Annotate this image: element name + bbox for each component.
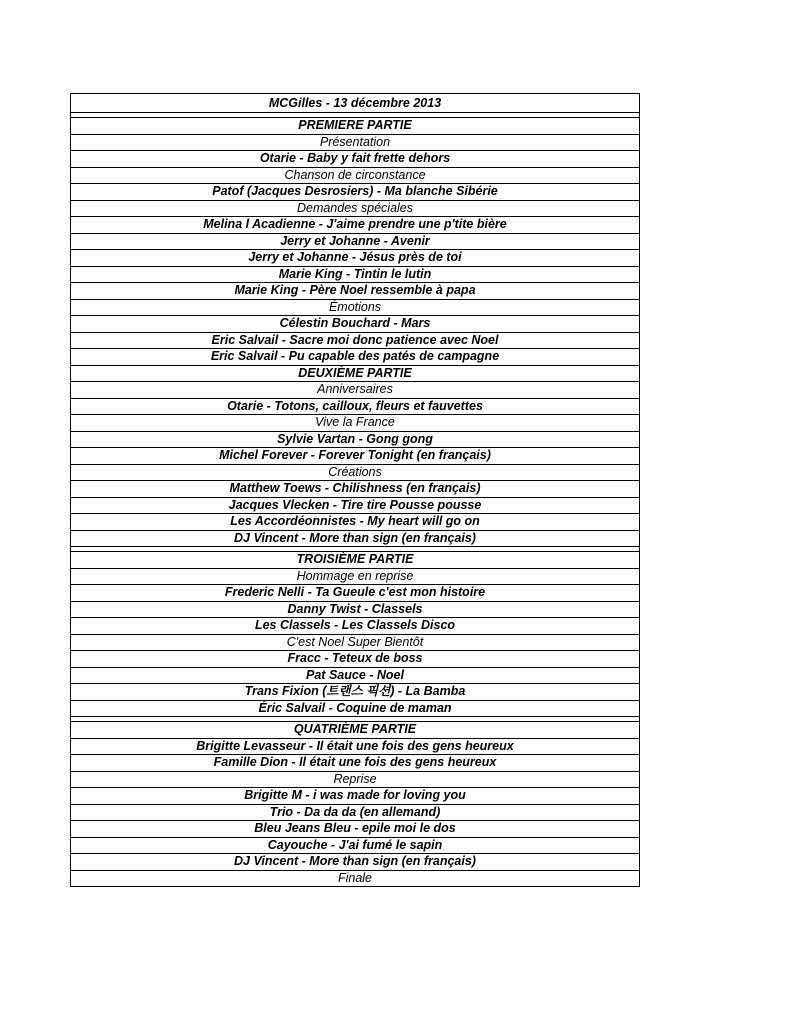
setlist-row: [71, 448, 640, 465]
song-entry-cell: PREMIERE PARTIE: [71, 118, 640, 135]
song-entry-cell: Eric Salvail - Sacre moi donc patience avec Noel: [71, 332, 640, 349]
setlist-row: [71, 464, 640, 481]
theme-label-cell: C'est Noel Super Bientôt: [71, 634, 640, 651]
setlist-row: [71, 332, 640, 349]
setlist-row: [71, 316, 640, 333]
theme-label-cell: Créations: [71, 464, 640, 481]
setlist-row: [71, 415, 640, 432]
song-entry-cell: Marie King - Père Noel ressemble à papa: [71, 283, 640, 300]
song-entry-cell: Éric Salvail - Coquine de maman: [71, 700, 640, 717]
setlist-row: [71, 134, 640, 151]
song-entry-cell: Danny Twist - Classels: [71, 601, 640, 618]
song-entry-cell: Fracc - Teteux de boss: [71, 651, 640, 668]
song-entry-cell: Trio - Da da da (en allemand): [71, 804, 640, 821]
song-entry-cell: DJ Vincent - More than sign (en français): [71, 530, 640, 547]
section-heading-row: [71, 365, 640, 382]
song-entry-cell: Brigitte M - i was made for loving you: [71, 788, 640, 805]
song-entry-cell: Famille Dion - Il était une fois des gens heureux: [71, 755, 640, 772]
song-entry-cell: Matthew Toews - Chilishness (en français): [71, 481, 640, 498]
setlist-row: [71, 788, 640, 805]
song-entry-cell: Eric Salvail - Pu capable des patés de campagne: [71, 349, 640, 366]
setlist-row: [71, 398, 640, 415]
setlist-row: [71, 821, 640, 838]
section-heading-row: [71, 722, 640, 739]
song-entry-cell: Trans Fixion (트랜스 픽션) - La Bamba: [71, 684, 640, 701]
song-entry-cell: Otarie - Totons, cailloux, fleurs et fauvettes: [71, 398, 640, 415]
setlist-row: [71, 497, 640, 514]
setlist-row: [71, 651, 640, 668]
setlist-row: [71, 200, 640, 217]
song-entry-cell: Pat Sauce - Noel: [71, 667, 640, 684]
theme-label-cell: Chanson de circonstance: [71, 167, 640, 184]
setlist-row: [71, 250, 640, 267]
setlist-row: [71, 167, 640, 184]
song-entry-cell: Marie King - Tintin le lutin: [71, 266, 640, 283]
song-entry-cell: Michel Forever - Forever Tonight (en français): [71, 448, 640, 465]
setlist-row: [71, 217, 640, 234]
song-entry-cell: Melina l Acadienne - J'aime prendre une p'tite bière: [71, 217, 640, 234]
setlist-row: [71, 700, 640, 717]
theme-label-cell: Demandes spéciales: [71, 200, 640, 217]
setlist-row: [71, 382, 640, 399]
setlist-row: [71, 870, 640, 887]
setlist-row: [71, 837, 640, 854]
song-entry-cell: QUATRIÈME PARTIE: [71, 722, 640, 739]
theme-label-cell: Anniversaires: [71, 382, 640, 399]
setlist-row: [71, 431, 640, 448]
setlist-body: [71, 94, 640, 887]
setlist-row: [71, 684, 640, 701]
song-entry-cell: Célestin Bouchard - Mars: [71, 316, 640, 333]
setlist-row: [71, 283, 640, 300]
setlist-row: [71, 349, 640, 366]
song-entry-cell: Patof (Jacques Desrosiers) - Ma blanche Sibérie: [71, 184, 640, 201]
song-entry-cell: Cayouche - J'ai fumé le sapin: [71, 837, 640, 854]
setlist-row: [71, 266, 640, 283]
setlist-row: [71, 514, 640, 531]
setlist-row: [71, 755, 640, 772]
song-entry-cell: TROISIÈME PARTIE: [71, 552, 640, 569]
setlist-row: [71, 184, 640, 201]
theme-label-cell: Présentation: [71, 134, 640, 151]
setlist-row: [71, 771, 640, 788]
setlist-row: [71, 585, 640, 602]
song-entry-cell: Otarie - Baby y fait frette dehors: [71, 151, 640, 168]
setlist-row: [71, 738, 640, 755]
song-entry-cell: Les Accordéonnistes - My heart will go on: [71, 514, 640, 531]
section-heading-row: [71, 118, 640, 135]
song-entry-cell: Jerry et Johanne - Jésus près de toi: [71, 250, 640, 267]
setlist-row: [71, 233, 640, 250]
setlist-row: [71, 634, 640, 651]
setlist-row: [71, 151, 640, 168]
song-entry-cell: Bleu Jeans Bleu - epile moi le dos: [71, 821, 640, 838]
section-heading-row: [71, 552, 640, 569]
setlist-table: [70, 93, 640, 887]
theme-label-cell: Finale: [71, 870, 640, 887]
song-entry-cell: DEUXIÈME PARTIE: [71, 365, 640, 382]
setlist-row: [71, 667, 640, 684]
setlist-row: [71, 530, 640, 547]
setlist-row: [71, 618, 640, 635]
setlist-row: [71, 601, 640, 618]
song-entry-cell: DJ Vincent - More than sign (en français): [71, 854, 640, 871]
setlist-row: [71, 854, 640, 871]
song-entry-cell: Jerry et Johanne - Avenir: [71, 233, 640, 250]
setlist-row: [71, 481, 640, 498]
song-entry-cell: Frederic Nelli - Ta Gueule c'est mon histoire: [71, 585, 640, 602]
title-row: [71, 94, 640, 113]
song-entry-cell: Jacques Vlecken - Tire tire Pousse pousse: [71, 497, 640, 514]
theme-label-cell: Hommage en reprise: [71, 568, 640, 585]
theme-label-cell: Vive la France: [71, 415, 640, 432]
setlist-row: [71, 299, 640, 316]
song-entry-cell: Sylvie Vartan - Gong gong: [71, 431, 640, 448]
theme-label-cell: Reprise: [71, 771, 640, 788]
song-entry-cell: Les Classels - Les Classels Disco: [71, 618, 640, 635]
document-title: MCGilles - 13 décembre 2013: [71, 94, 640, 113]
setlist-row: [71, 804, 640, 821]
song-entry-cell: Brigitte Levasseur - Il était une fois des gens heureux: [71, 738, 640, 755]
theme-label-cell: Émotions: [71, 299, 640, 316]
setlist-row: [71, 568, 640, 585]
